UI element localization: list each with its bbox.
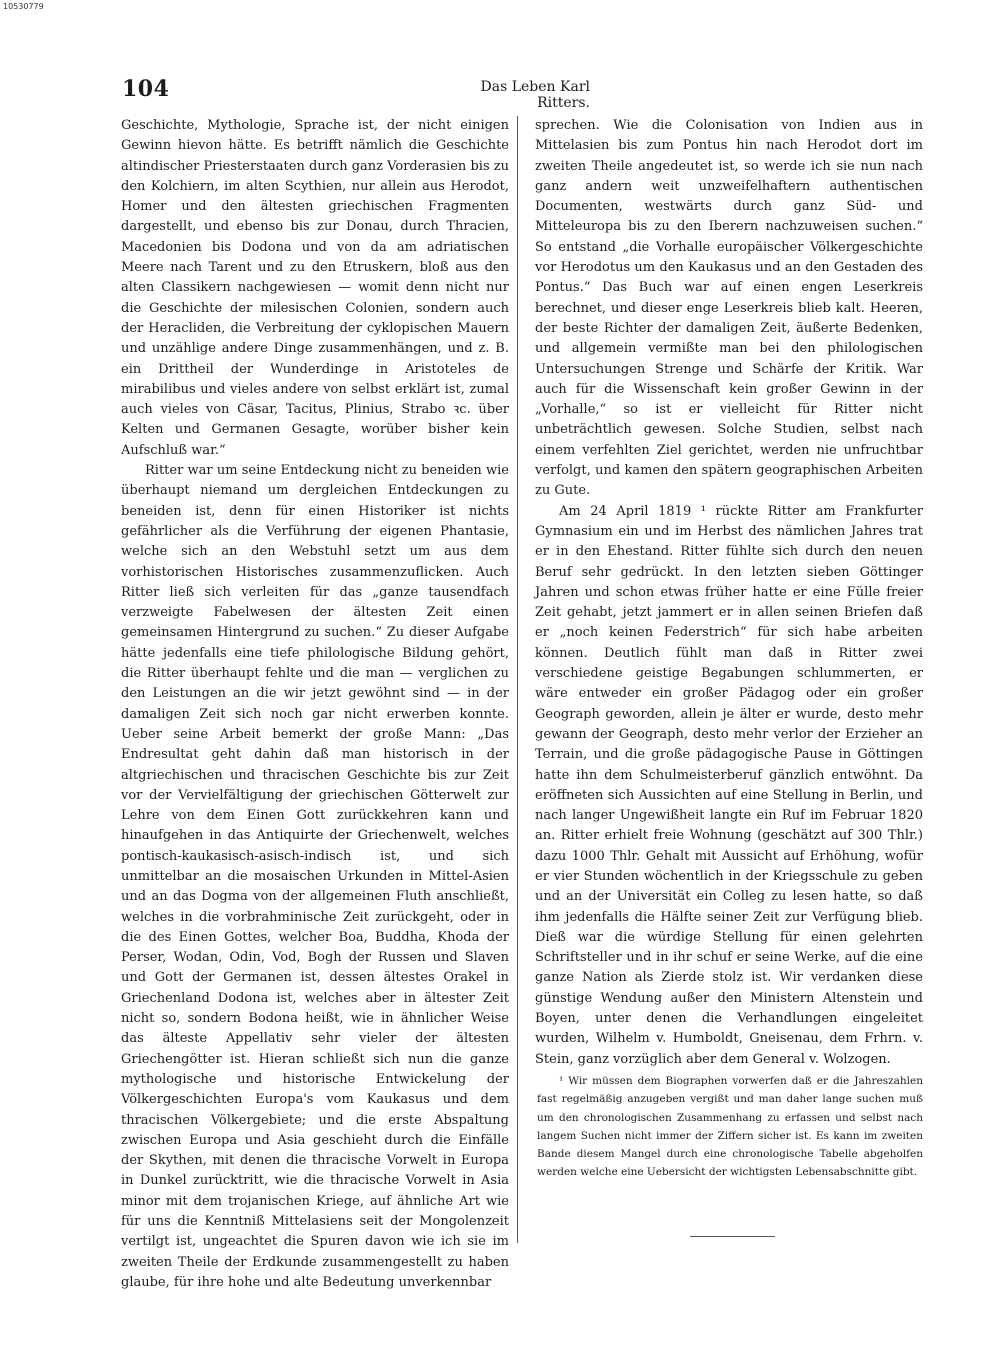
paragraph: sprechen. Wie die Colonisation von Indien aus in Mittelasien bis zum Pontus hin nach Herodot dort im zweiten Theile angedeutet ist, so werde ich sie nun nach ganz andern weit unzweifelhaftern authentischen Documenten, westwärts durch ganz Süd- und Mitteleuropa bis zu den Iberern nachzuweisen suchen.“ So entstand „die Vorhalle europäischer Völkergeschichte vor Herodotus um den Kaukasus und an den Gestaden des Pontus.“ Das Buch war auf einen engen Leserkreis berechnet, und dieser enge Leserkreis blieb kalt. Heeren, der beste Richter der damaligen Zeit, äußerte Bedenken, und allgemein vermißte man bei den philologischen Untersuchungen Strenge und Schärfe der Kritik. War auch für die Wissenschaft kein großer Gewinn in der „Vorhalle,“ so ist er vielleicht für Ritter nicht unbeträchtlich gewesen. Solche Studien, selbst nach einem verfehlten Ziel gerichtet, werden nie unfruchtbar verfolgt, und kamen den spätern geographischen Arbeiten zu Gute. [535, 118, 923, 499]
page-number: 104 [122, 76, 170, 102]
closing-rule [690, 1236, 775, 1237]
paragraph: Am 24 April 1819 ¹ rückte Ritter am Frankfurter Gymnasium ein und im Herbst des nämlichen Jahres trat er in den Ehestand. Ritter fühlte sich durch den neuen Beruf sehr gedrückt. In den letzten sieben Göttinger Jahren und schon etwas früher hatte er eine Fülle freier Zeit gehabt, jetzt jammert er in allen seinen Briefen daß er „noch keinen Federstrich“ für sich habe arbeiten können. Deutlich fühlt man daß in Ritter zwei verschiedene geistige Begabungen schlummerten, er wäre entweder ein großer Pädagog oder ein großer Geograph geworden, allein je älter er wurde, desto mehr gewann der Geograph, desto mehr verlor der Erzieher an Terrain, und die große pädagogische Pause in Göttingen hatte ihn dem Schulmeisterberuf gänzlich entwöhnt. Da eröffneten sich Aussichten auf eine Stellung in Berlin, und nach langer Ungewißheit langte ein Ruf im Februar 1820 an. Ritter erhielt freie Wohnung (geschätzt auf 300 Thlr.) dazu 1000 Thlr. Gehalt mit Aussicht auf Erhöhung, wofür er vier Stunden wöchentlich in der Kriegsschule zu geben und an der Universität ein Colleg zu lesen hatte, so daß ihm jedenfalls die Hälfte seiner Zeit zur Verfügung blieb. Dieß war die würdige Stellung für einen gelehrten Schriftsteller und in ihr schuf er seine Werke, auf die eine ganze Nation als Zierde stolz ist. Wir verdanken diese günstige Wendung außer den Ministern Altenstein und Boyen, unter denen die Verhandlungen eingeleitet wurden, Wilhelm v. Humboldt, Gneisenau, dem Frhrn. v. Stein, ganz vorzüglich aber dem General v. Wolzogen. [535, 503, 923, 1067]
left-text-column [121, 116, 509, 1293]
footnote: ¹ Wir müssen dem Biographen vorwerfen daß er die Jahreszahlen fast regelmäßig anzugeben vergißt und man daher lange suchen muß um den chronologischen Zusammenhang zu erfassen und selbst nach langem Suchen nicht immer der Ziffern sicher ist. Es kann im zweiten Bande diesem Mangel durch eine chronologische Tabelle abgeholfen werden welche eine Uebersicht der wichtigsten Lebensabschnitte gibt. [537, 1075, 923, 1179]
paragraph: Ritter war um seine Entdeckung nicht zu beneiden wie überhaupt niemand um dergleichen Entdeckungen zu beneiden ist, denn für einen Historiker ist nichts gefährlicher als die Verführung der eigenen Phantasie, welche sich an den Webstuhl setzt um aus dem vorhistorischen Historisches zusammenzuflicken. Auch Ritter ließ sich verleiten für das „ganze tausendfach verzweigte Fabelwesen der ältesten Zeit einen gemeinsamen Hintergrund zu suchen.“ Zu dieser Aufgabe hätte jedenfalls eine tiefe philologische Bildung gehört, die Ritter überhaupt fehlte und die man — verglichen zu den Leistungen an die wir jetzt gewöhnt sind — in der damaligen Zeit sich noch gar nicht erwerben konnte. Ueber seine Arbeit bemerkt der große Mann: „Das Endresultat geht dahin daß man historisch in der altgriechischen und thracischen Geschichte bis zur Zeit vor der Vervielfältigung der griechischen Götterwelt zur Lehre von dem Einen Gott zurückkehren kann und hinaufgehen in das Antiquirte der Griechenwelt, welches pontisch-kaukasisch-asisch-indisch ist, und sich unmittelbar an die mosaischen Urkunden in Mittel-Asien und an das Dogma von der allgemeinen Fluth anschließt, welches in die vorbrahminische Zeit zurückgeht, oder in die des Einen Gottes, welcher Boa, Buddha, Khoda der Perser, Wodan, Odin, Vod, Bogh der Russen und Slaven und Gott der Germanen ist, dessen ältestes Orakel in Griechenland Dodona ist, welches aber in ältester Zeit nicht so, sondern Bodona heißt, wie in ähnlicher Weise das älteste Appellativ sehr vieler der ältesten Griechengötter ist. Hieran schließt sich nun die ganze mythologische und historische Entwickelung der Völkergeschichten Europa's vom Kaukasus und dem thracischen Völkergebiete; und die erste Abspaltung zwischen Europa und Asia geschieht durch die Einfälle der Skythen, mit denen die thracische Vorwelt in Europa in Dunkel zurücktritt, wie die thracische Vorwelt in Asia minor mit dem trojanischen Kriege, auf ähnliche Art wie für uns die Kenntniß Mittelasiens seit der Mongolenzeit vertilgt ist, ungeachtet die Spuren davon wie ich sie im zweiten Theile der Erdkunde zusammengestellt zu haben glaube, für ihre hohe und alte Bedeutung unverkennbar [121, 463, 509, 1290]
running-head: Das Leben Karl Ritters. [480, 79, 590, 111]
column-divider [517, 116, 518, 1243]
paragraph: Geschichte, Mythologie, Sprache ist, der nicht einigen Gewinn hievon hätte. Es betrifft nämlich die Geschichte altindischer Priesterstaaten durch ganz Vorderasien bis zu den Kolchiern, im alten Scythien, nur allein aus Herodot, Homer und den ältesten griechischen Fragmenten dargestellt, und ebenso bis zur Donau, durch Thracien, Macedonien bis Dodona und von da am adriatischen Meere nach Tarent und zu den Etruskern, bloß aus den alten Classikern nachgewiesen — womit denn nicht nur die Geschichte der milesischen Colonien, sondern auch der Heracliden, die Verbreitung der cyklopischen Mauern und unzählige andere Dinge zusammenhängen, und z. B. ein Drittheil der Wunderdinge in Aristoteles de mirabilibus und vieles andere von selbst erklärt ist, zumal auch vieles von Cäsar, Tacitus, Plinius, Strabo ꝛc. über Kelten und Germanen Gesagte, worüber bisher kein Aufschluß war.“ [121, 118, 509, 458]
right-text-column [535, 116, 923, 1070]
scan-id-label: 10530779 [3, 2, 44, 11]
